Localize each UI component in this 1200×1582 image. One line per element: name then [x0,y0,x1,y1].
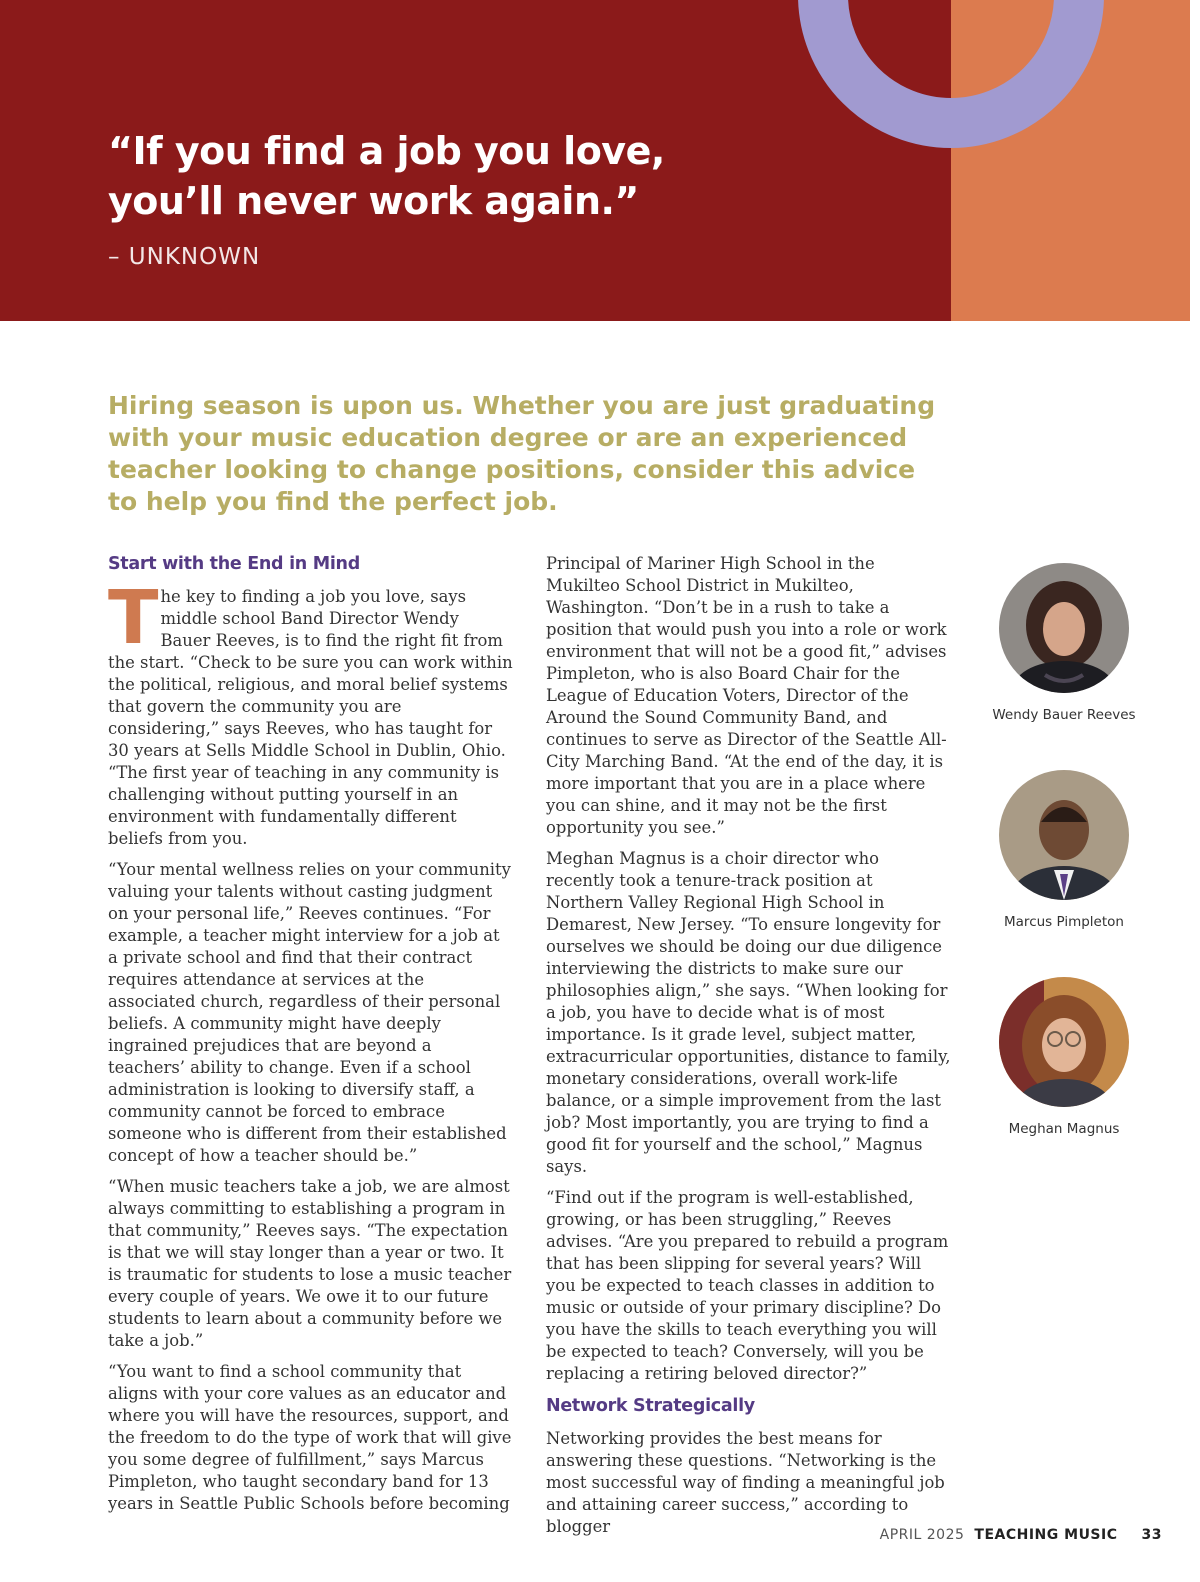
article-column-right [546,553,951,1547]
pull-quote: “If you find a job you love, you’ll never work again.” [108,129,665,223]
page-footer [880,1527,1162,1543]
portrait-photo [999,977,1129,1107]
profile-caption: Meghan Magnus [1008,1121,1120,1137]
profile-wendy [984,563,1144,723]
profile-marcus [984,770,1144,930]
magazine-name: TEACHING MUSIC [974,1527,1118,1543]
article-paragraph: “You want to find a school community that aligns with your core values as an educator and where you will have the resources, support, and the freedom to do the type of work that will give you some degree of fulfillment,” says Marcus Pimpleton, who taught secondary band for 13 years in Seattle Public Schools before becoming [108,1362,512,1513]
portrait-illustration [999,770,1129,900]
intro-deck: Hiring season is upon us. Whether you are just graduating with your music education degree or are an experienced teacher looking to change positions, consider this advice to help you find the perfect job. [108,391,936,516]
quote-attribution: – UNKNOWN [108,244,261,270]
issue-date: APRIL 2025 [879,1527,965,1543]
profile-meghan [984,977,1144,1137]
article-paragraph: “When music teachers take a job, we are almost always committing to establishing a program in that community,” Reeves says. “The expectation is that we will stay longer than a year or two. It is traumatic for students to lose a music teacher every couple of years. We owe it to our future students to learn about a community before we take a job.” [108,1177,512,1350]
article-column-left [108,553,513,1524]
profile-caption: Marcus Pimpleton [1004,914,1124,930]
article-paragraph: Principal of Mariner High School in the Mukilteo School District in Mukilteo, Washington. “Don’t be in a rush to take a position that would push you into a role or work environment that will not be a good fit,” advises Pimpleton, who is also Board Chair for the League of Education Voters, Director of the Around the Sound Community Band, and continues to serve as Director of the Seattle All-City Marching Band. “At the end of the day, it is more important that you are in a place where you can shine, and it may not be the first opportunity you see.” [546,554,947,837]
article-paragraph: Networking provides the best means for answering these questions. “Networking is the most successful way of finding a meaningful job and attaining career success,” according to blogger [546,1429,945,1536]
portrait-illustration [999,977,1129,1107]
profile-caption: Wendy Bauer Reeves [992,707,1136,723]
article-paragraph [108,575,513,850]
article-paragraph: “Your mental wellness relies on your community valuing your talents without casting judgment on your personal life,” Reeves continues. “For example, a teacher might interview for a job at a private school and find that their contract requires attendance at services at the associated church, regardless of their personal beliefs. A community might have deeply ingrained prejudices that are beyond a teachers’ ability to change. Even if a school administration is looking to diversify staff, a community cannot be forced to embrace someone who is different from their established concept of how a teacher should be.” [108,860,511,1165]
portrait-photo [999,563,1129,693]
drop-cap: T [108,575,159,661]
section-heading-network: Network Strategically [546,1396,755,1416]
paragraph-text: he key to finding a job you love, says middle school Band Director Wendy Bauer Reeves, is to find the right fit from the start. “Check to be sure you can work within the political, religious, and moral belief systems that govern the community you are considering,” says Reeves, who has taught for 30 years at Sells Middle School in Dublin, Ohio. “The first year of teaching in any community is challenging without putting yourself in an environment with fundamentally different beliefs from you. [108,587,513,848]
page-number: 33 [1141,1527,1162,1543]
article-paragraph: Meghan Magnus is a choir director who recently took a tenure-track position at Northern Valley Regional High School in Demarest, New Jersey. “To ensure longevity for ourselves we should be doing our due diligence interviewing the districts to make sure our philosophies align,” she says. “When looking for a job, you have to decide what is of most importance. Is it grade level, subject matter, extracurricular opportunities, distance to family, monetary considerations, overall work-life balance, or a simple improvement from the last job? Most importantly, you are trying to find a good fit for yourself and the school,” Magnus says. [546,849,951,1176]
section-heading-start: Start with the End in Mind [108,554,360,574]
portrait-photo [999,770,1129,900]
article-paragraph: “Find out if the program is well-established, growing, or has been struggling,” Reeves advises. “Are you prepared to rebuild a program that has been slipping for several years? Will you be expected to teach classes in addition to music or outside of your primary discipline? Do you have the skills to teach everything you will be expected to teach? Conversely, will you be replacing a retiring beloved director?” [546,1188,949,1383]
hero-accent-panel [951,0,1190,321]
portrait-illustration [999,563,1129,693]
